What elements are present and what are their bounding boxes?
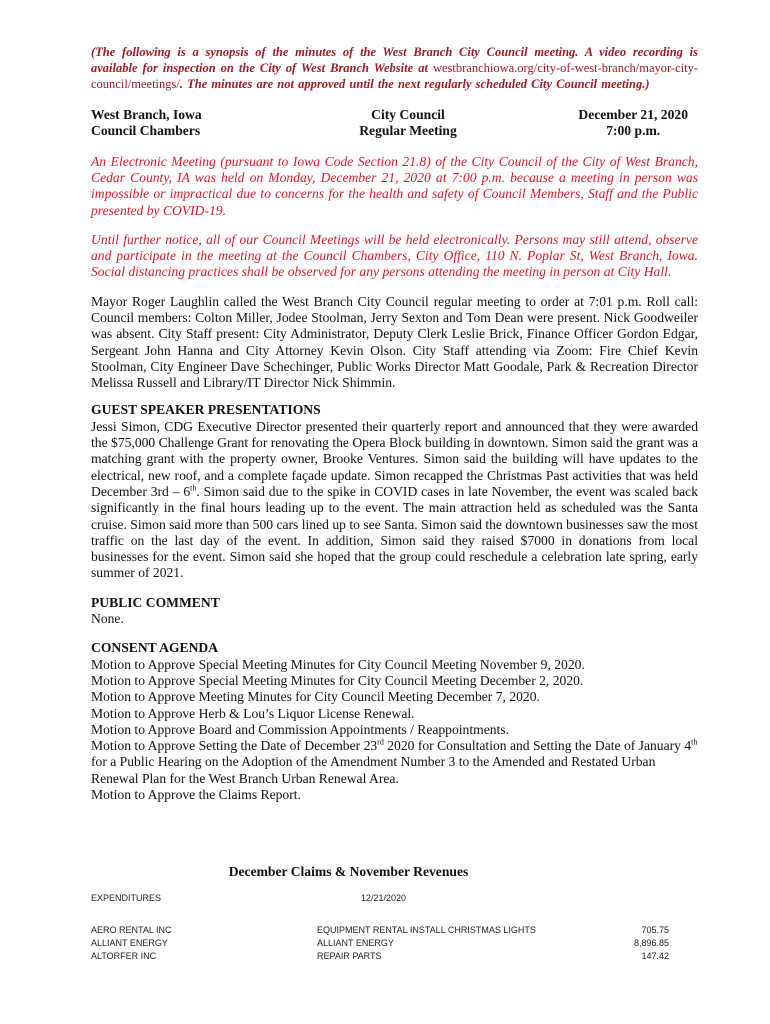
motion-6-part-b: 2020 for Consultation and Setting the Date of January 4 — [383, 738, 692, 754]
guest-speaker-paragraph — [91, 419, 698, 582]
row-amount: 705.75 — [641, 925, 669, 935]
meeting-datetime — [578, 107, 688, 139]
intro-text-before: (The following is a synopsis of the minutes of the West Branch City Council meeting. A video recording is available for inspection on the City of West Branch Website at — [91, 45, 698, 76]
table-row — [91, 951, 691, 964]
row-amount: 147.42 — [641, 951, 669, 961]
consent-motion-5: Motion to Approve Board and Commission Appointments / Reappointments. — [91, 721, 509, 737]
guest-speaker-heading: GUEST SPEAKER PRESENTATIONS — [91, 402, 321, 418]
motion-6-part-c: for a Public Hearing on the Adoption of the Amendment Number 3 to the Amended and Restated Urban Renewal Plan for the West Branch Urban Renewal Area. — [91, 754, 656, 786]
row-vendor: ALLIANT ENERGY — [91, 938, 168, 948]
roll-call-paragraph: Mayor Roger Laughlin called the West Branch City Council regular meeting to order at 7:01 p.m. Roll call: Council members: Colton Miller, Jodee Stoolman, Jerry Sexton and Tom Dean were present. Nick Goodweiler was absent. City Staff present: City Administrator, Deputy Clerk Leslie Brick, Finance Officer Gordon Edgar, Sergeant John Hanna and City Attorney Kevin Olson. City Staff attending via Zoom: Fire Chief Kevin Stoolman, City Engineer Dave Schechinger, Public Works Director Matt Goodale, Park & Recreation Director Melissa Russell and Library/IT Director Nick Shimmin. — [91, 293, 698, 391]
expenditures-label: EXPENDITURES — [91, 893, 162, 903]
claims-table — [91, 893, 691, 964]
minutes-content — [91, 44, 698, 879]
public-comment-heading: PUBLIC COMMENT — [91, 594, 220, 610]
table-row — [91, 925, 691, 938]
meeting-date: December 21, 2020 — [578, 106, 688, 122]
motion-6-sup-2: th — [691, 737, 698, 747]
table-row — [91, 938, 691, 951]
claims-rows — [91, 925, 691, 964]
row-description: EQUIPMENT RENTAL INSTALL CHRISTMAS LIGHTS — [317, 925, 536, 935]
location-line-2: Council Chambers — [91, 122, 201, 138]
consent-motion-3: Motion to Approve Meeting Minutes for City Council Meeting December 7, 2020. — [91, 689, 540, 705]
row-vendor: AERO RENTAL INC — [91, 925, 172, 935]
row-vendor: ALTORFER INC — [91, 951, 157, 961]
meeting-type — [353, 107, 463, 139]
consent-motion-2: Motion to Approve Special Meeting Minutes for City Council Meeting December 2, 2020. — [91, 672, 584, 688]
meeting-time: 7:00 p.m. — [606, 122, 661, 138]
guest-text-b: . Simon said due to the spike in COVID cases in late November, the event was scaled back significantly in the final hours leading up to the event. The main attraction held as scheduled was the Santa cruise. Simon said more than 500 cars lined up to see Santa. Simon said the downtown businesses saw the most traffic on the last day of the event. In addition, Simon said they raised $7000 in donations from local businesses for the event. Simon said she hoped that the group could reschedule a celebration late spring, early summer of 2021. — [91, 483, 698, 581]
meetings-link[interactable]: westbranchiowa.org/city-of-west-branch/mayor-city-council/meetings/ — [91, 61, 698, 92]
consent-motion-7: Motion to Approve the Claims Report. — [91, 787, 301, 802]
consent-motion-1: Motion to Approve Special Meeting Minutes for City Council Meeting November 9, 2020. — [91, 656, 585, 672]
guest-text-a: Jessi Simon, CDG Executive Director presented their quarterly report and announced that they were awarded the $75,000 Challenge Grant for renovating the Opera Block building in downtown. Simon said the grant was a matching grant with the property owner, Brooke Ventures. Simon said the building will have updates to the electrical, new roof, and a complete façade update. Simon recapped the Christmas Past activities that was held December 3rd – 6 — [91, 418, 698, 499]
electronic-further-notice: Until further notice, all of our Council Meetings will be held electronically. Persons may still attend, observe and participate in the meeting at the Council Chambers, City Office, 110 N. Poplar St, West Branch, Iowa. Social distancing practices shall be observed for any persons attending the meeting in person at City Hall. — [91, 231, 698, 280]
consent-agenda-heading: CONSENT AGENDA — [91, 640, 219, 656]
motion-6-part-a: Motion to Approve Setting the Date of December 23 — [91, 738, 378, 754]
claims-date: 12/21/2020 — [361, 893, 407, 903]
electronic-meeting-notice: An Electronic Meeting (pursuant to Iowa Code Section 21.8) of the City Council of the City of West Branch, Cedar County, IA was held on Monday, December 21, 2020 at 7:00 p.m. because a meeting in person was impossible or impractical due to concerns for the health and safety of Council Members, Staff and the Public presented by COVID-19. — [91, 153, 698, 218]
location-line-1: West Branch, Iowa — [91, 106, 202, 122]
claims-table-header — [91, 893, 691, 905]
consent-motion-4: Motion to Approve Herb & Lou’s Liquor License Renewal. — [91, 705, 415, 721]
row-description: ALLIANT ENERGY — [317, 938, 394, 948]
guest-sup: th — [190, 483, 197, 493]
public-comment-text: None. — [91, 611, 124, 627]
consent-motion-6 — [91, 738, 698, 787]
row-description: REPAIR PARTS — [317, 951, 382, 961]
intro-synopsis — [91, 44, 698, 93]
intro-text-after: . The minutes are not approved until the next regularly scheduled City Council meeting.) — [179, 77, 650, 92]
meeting-location — [91, 107, 202, 139]
motion-6-sup-1: rd — [377, 737, 384, 747]
meeting-header — [91, 107, 698, 141]
row-amount: 8,896.85 — [633, 938, 669, 948]
meeting-type-line-1: City Council — [371, 106, 445, 122]
meeting-type-line-2: Regular Meeting — [359, 122, 457, 138]
claims-title: December Claims & November Revenues — [228, 864, 469, 879]
